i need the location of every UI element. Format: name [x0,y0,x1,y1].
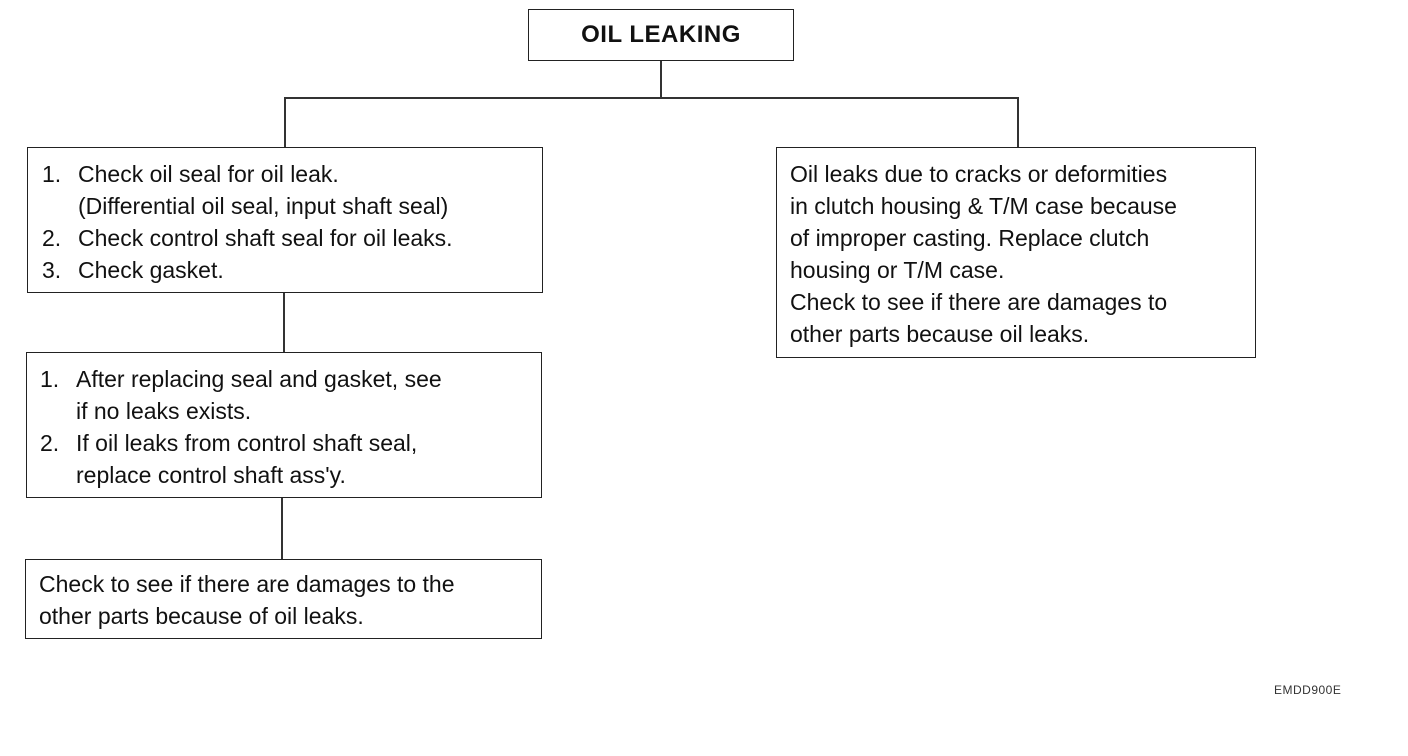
item-number: 1. [42,161,62,187]
connector-box1-box2 [283,292,285,352]
item-text: Check gasket. [78,257,224,283]
list-item [42,254,542,286]
damage-check-box [25,559,542,639]
box-text: Check to see if there are damages to the [39,571,455,597]
connector-branch-horizontal [284,97,1019,99]
figure-code: EMDD900E [1274,683,1342,697]
connector-box2-box3 [281,497,283,559]
box-text: of improper casting. Replace clutch [790,225,1150,251]
item-number: 2. [42,225,62,251]
repair-steps-box [26,352,542,498]
item-text: (Differential oil seal, input shaft seal) [78,193,449,219]
title-box [528,9,794,61]
item-text: replace control shaft ass'y. [76,462,346,488]
box-text: other parts because oil leaks. [790,321,1090,347]
repair-steps-list [40,363,541,491]
connector-title-down [660,61,662,98]
check-steps-list [42,158,542,286]
diagram-title: OIL LEAKING [581,21,741,48]
item-text: If oil leaks from control shaft seal, [76,430,418,456]
item-text: if no leaks exists. [76,398,252,424]
item-text: After replacing seal and gasket, see [76,366,442,392]
item-number: 3. [42,257,62,283]
box-text: in clutch housing & T/M case because [790,193,1177,219]
list-item [42,158,542,222]
connector-branch-right [1017,97,1019,147]
list-item [42,222,542,254]
box-text: Oil leaks due to cracks or deformities [790,161,1168,187]
box-text: other parts because of oil leaks. [39,603,364,629]
connector-branch-left [284,97,286,147]
check-steps-box [27,147,543,293]
item-number: 2. [40,430,60,456]
item-text: Check oil seal for oil leak. [78,161,339,187]
list-item [40,363,541,427]
box-text: Check to see if there are damages to [790,289,1168,315]
casting-defect-box [776,147,1256,358]
item-number: 1. [40,366,60,392]
list-item [40,427,541,491]
box-text: housing or T/M case. [790,257,1005,283]
item-text: Check control shaft seal for oil leaks. [78,225,453,251]
